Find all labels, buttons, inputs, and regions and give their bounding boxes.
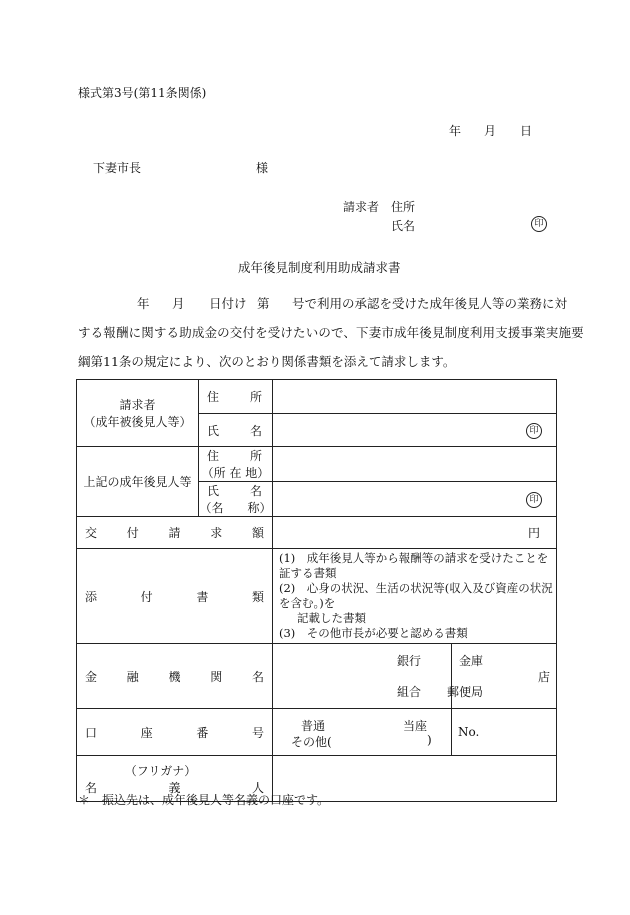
account-no-label: No. — [458, 725, 480, 739]
account-type-field[interactable]: 普通 当座 その他( ) — [273, 709, 452, 756]
seal-mark: 印 — [526, 423, 542, 439]
bank-name-field[interactable]: 銀行 金庫 組合 郵便局 — [273, 644, 452, 709]
guardian-name-label: 氏 名 （名 称） — [199, 482, 273, 517]
branch-suffix: 店 — [538, 669, 551, 684]
yen-unit: 円 — [528, 526, 541, 540]
account-holder-label: （フリガナ） 名 義 人 — [77, 756, 273, 802]
addressee-honorific: 様 — [256, 161, 269, 175]
date-month: 月 — [484, 124, 497, 138]
guardian-address-field[interactable] — [273, 447, 557, 482]
attachments-label: 添 付 書 類 — [77, 549, 273, 644]
attachment-item: (2) 心身の状況、生活の状況等(収入及び資産の状況を含む。)を — [279, 581, 553, 610]
claimant-label-cell: 請求者 （成年被後見人等） — [77, 380, 199, 447]
attachment-item: (3) その他市長が必要と認める書類 — [279, 626, 468, 640]
guardian-label-cell: 上記の成年後見人等 — [77, 447, 199, 517]
seal-mark: 印 — [531, 216, 547, 232]
bank-branch-field[interactable] — [452, 644, 557, 709]
attachments-list — [273, 549, 557, 644]
bank-label: 金 融 機 関 名 — [77, 644, 273, 709]
form-number: 様式第3号(第11条関係) — [78, 86, 207, 100]
claimant-address-label: 住 所 — [199, 380, 273, 414]
applicant-label: 請求者 — [343, 200, 380, 214]
body-line-2: する報酬に関する助成金の交付を受けたいので、下妻市成年後見制度利用支援事業実施要 — [78, 325, 584, 340]
body-line-3: 綱第11条の規定により、次のとおり関係書類を添えて請求します。 — [78, 354, 456, 369]
document-title: 成年後見制度利用助成請求書 — [238, 260, 401, 275]
amount-label: 交 付 請 求 額 — [77, 517, 273, 549]
account-number-label: 口 座 番 号 — [77, 709, 273, 756]
addressee-name: 下妻市長 — [93, 161, 142, 175]
account-number-field[interactable] — [452, 709, 557, 756]
date-year: 年 — [449, 124, 462, 138]
claimant-name-field[interactable] — [273, 414, 557, 447]
claimant-address-field[interactable] — [273, 380, 557, 414]
amount-field[interactable] — [273, 517, 557, 549]
request-form-table — [76, 379, 557, 802]
claimant-name-label: 氏 名 — [199, 414, 273, 447]
applicant-address-label: 住所 — [391, 200, 416, 214]
seal-mark: 印 — [526, 492, 542, 508]
applicant-name-label: 氏名 — [391, 219, 416, 233]
attachment-item: (1) 成年後見人等から報酬等の請求を受けたことを証する書類 — [279, 551, 549, 580]
footnote: ＊ 振込先は、成年後見人等名義の口座です。 — [78, 793, 330, 807]
guardian-address-label: 住 所 （所 在 地） — [199, 447, 273, 482]
date-day: 日 — [520, 124, 533, 138]
guardian-name-field[interactable] — [273, 482, 557, 517]
attachment-item: 記載した書類 — [297, 611, 366, 625]
